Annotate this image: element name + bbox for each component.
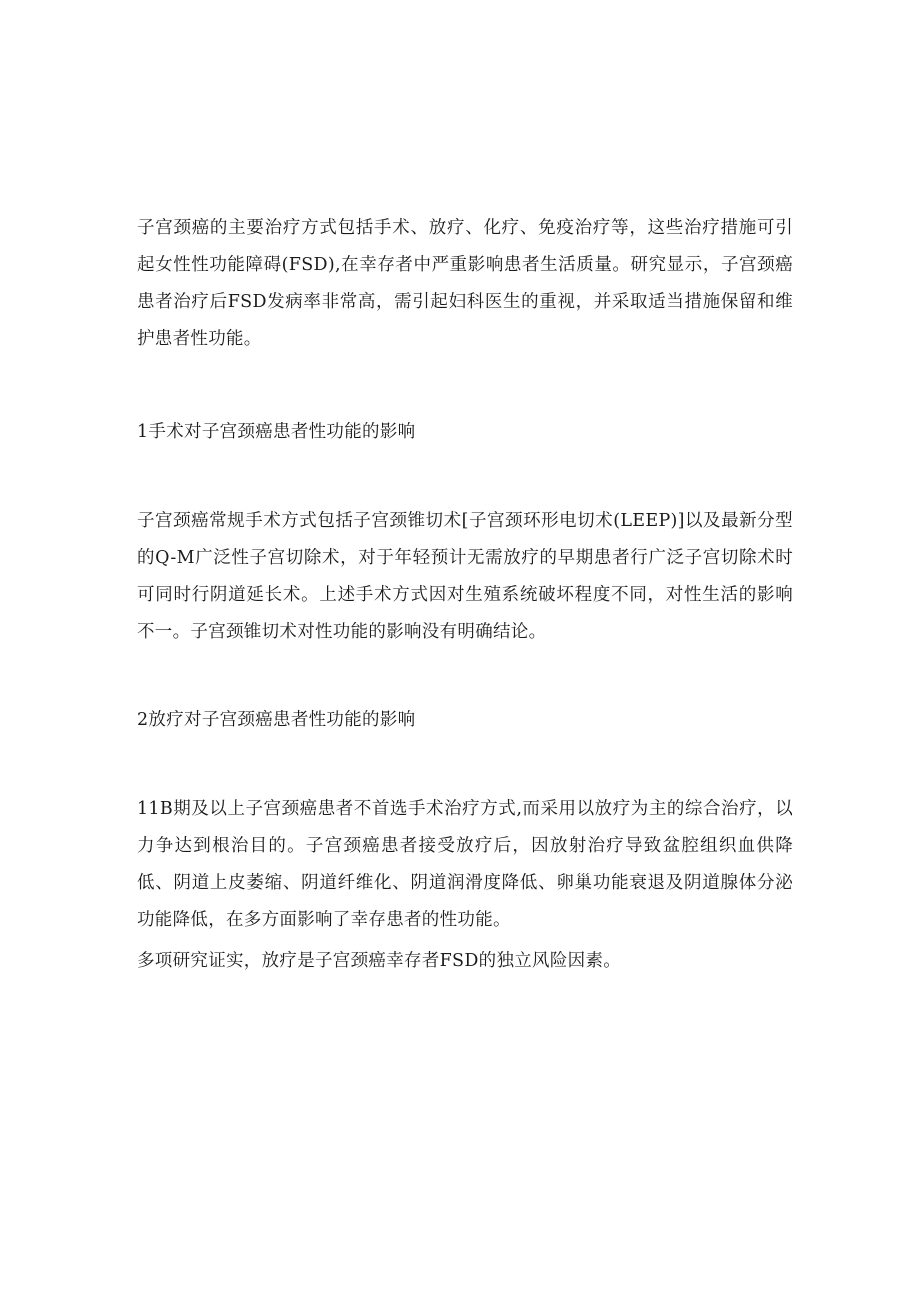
- document-body: [137, 210, 793, 980]
- spacer: [137, 739, 793, 791]
- section-1-heading: 1手术对子宫颈癌患者性功能的影响: [137, 422, 416, 442]
- section-2-heading: 2放疗对子宫颈癌患者性功能的影响: [137, 710, 416, 730]
- section-1-paragraph: 子宫颈癌常规手术方式包括子宫颈锥切术[子宫颈环形电切术(LEEP)]以及最新分型的Q-M广泛性子宫切除术，对于年轻预计无需放疗的早期患者行广泛子宫切除术时可同时行阴道延长术。上述手术方式因对生殖系统破坏程度不同，对性生活的影响不一。子宫颈锥切术对性功能的影响没有明确结论。: [137, 511, 793, 642]
- section-2-paragraph: 11B期及以上子宫颈癌患者不首选手术治疗方式,而采用以放疗为主的综合治疗，以力争达到根治目的。子宫颈癌患者接受放疗后，因放射治疗导致盆腔组织血供降低、阴道上皮萎缩、阴道纤维化、阴道润滑度降低、卵巢功能衰退及阴道腺体分泌功能降低，在多方面影响了幸存患者的性功能。: [137, 799, 793, 930]
- spacer: [137, 451, 793, 503]
- section-2-note-paragraph: 多项研究证实，放疗是子宫颈癌幸存者FSD的独立风险因素。: [137, 951, 622, 971]
- intro-paragraph: 子宫颈癌的主要治疗方式包括手术、放疗、化疗、免疫治疗等，这些治疗措施可引起女性性功能障碍(FSD),在幸存者中严重影响患者生活质量。研究显示，子宫颈癌患者治疗后FSD发病率非常高，需引起妇科医生的重视，并采取适当措施保留和维护患者性功能。: [137, 218, 793, 349]
- spacer: [137, 358, 793, 414]
- spacer: [137, 651, 793, 702]
